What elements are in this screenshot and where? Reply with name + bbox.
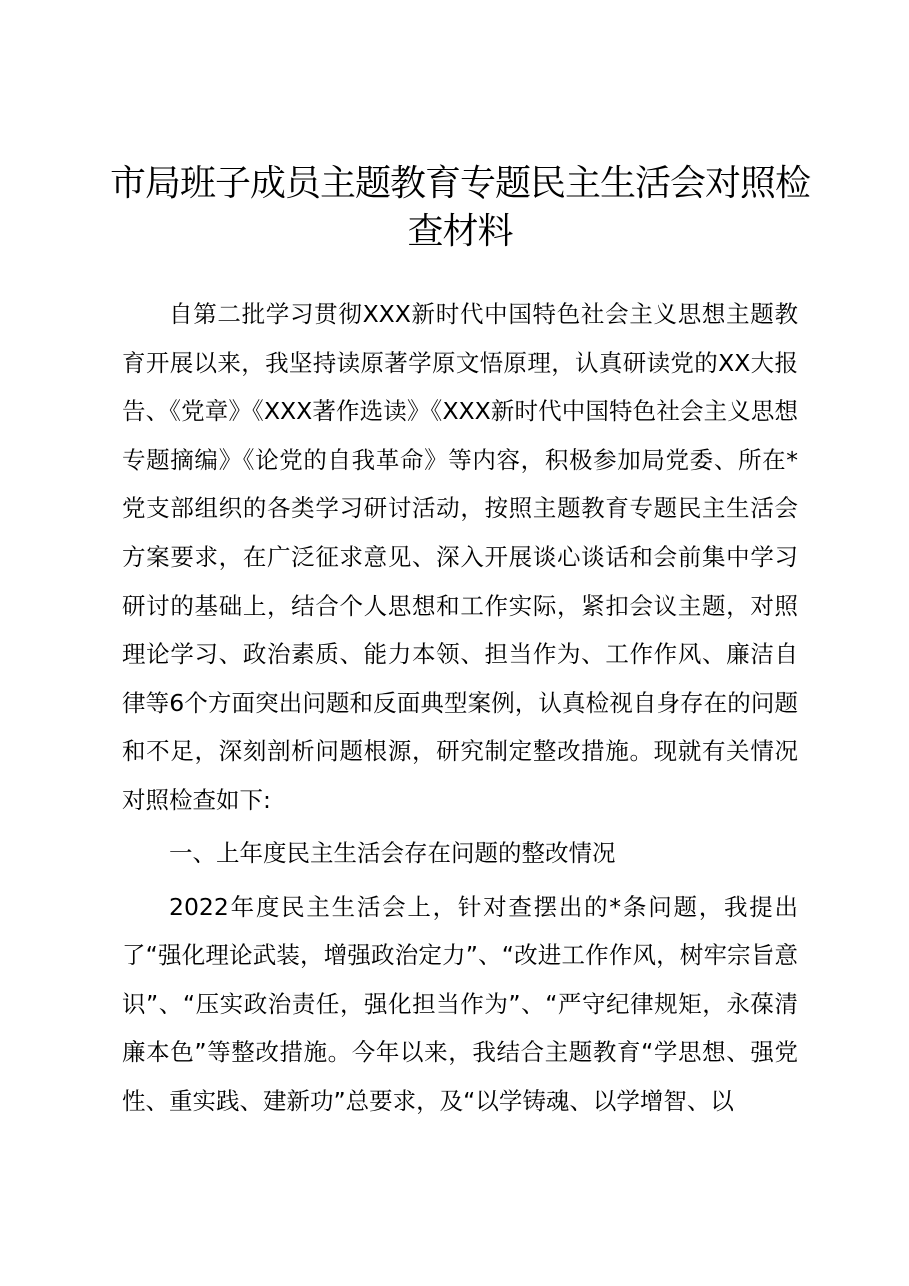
intro-paragraph: 自第二批学习贯彻XXX新时代中国特色社会主义思想主题教育开展以来，我坚持读原著学原文悟原理，认真研读党的XX大报告、《党章》《XXX著作选读》《XXX新时代中国特色社会主义思想专题摘编》《论党的自我革命》等内容，积极参加局党委、所在*党支部组织的各类学习研讨活动，按照主题教育专题民主生活会方案要求，在广泛征求意见、深入开展谈心谈话和会前集中学习研讨的基础上，结合个人思想和工作实际，紧扣会议主题，对照理论学习、政治素质、能力本领、担当作为、工作作风、廉洁自律等6个方面突出问题和反面典型案例，认真检视自身存在的问题和不足，深刻剖析问题根源，研究制定整改措施。现就有关情况对照检查如下:	[122, 300, 798, 814]
section-1-paragraph: 2022年度民主生活会上，针对查摆出的*条问题，我提出了“强化理论武装，增强政治定力”、“改进工作作风，树牢宗旨意识”、“压实政治责任，强化担当作为”、“严守纪律规矩，永葆清廉本色”等整改措施。今年以来，我结合主题教育“学思想、强党性、重实践、建新功”总要求，及“以学铸魂、以学增智、以	[122, 892, 798, 1115]
document-title: 市局班子成员主题教育专题民主生活会对照检查材料	[110, 163, 811, 252]
section-heading-1: 一、上年度民主生活会存在问题的整改情况	[169, 838, 616, 867]
document-body	[122, 290, 798, 1126]
